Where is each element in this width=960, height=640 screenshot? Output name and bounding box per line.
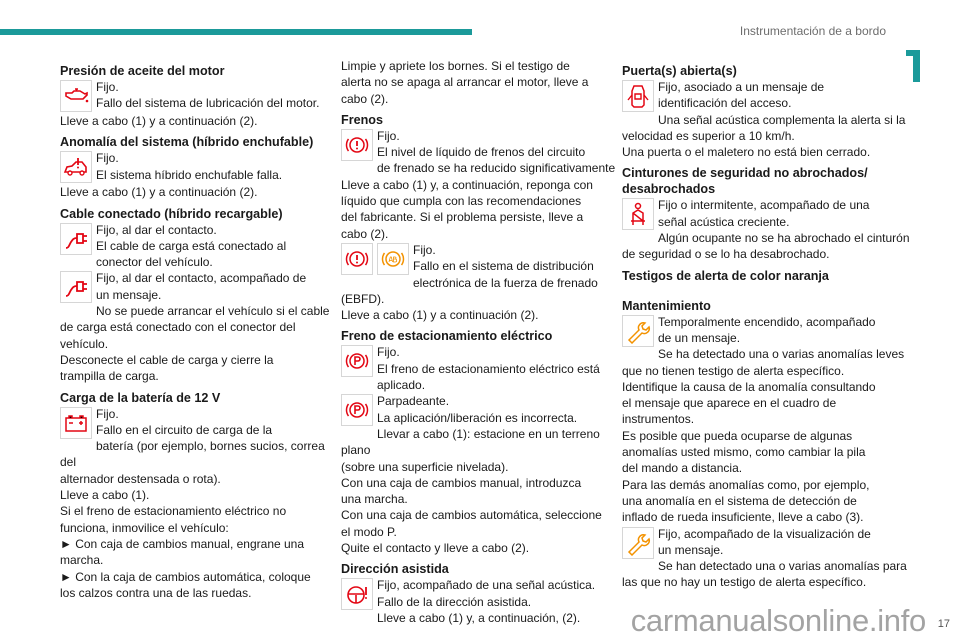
battery-icon (60, 407, 92, 439)
entry-text: Fijo, al dar el contacto. El cable de carga está conectado al conector del vehículo. (96, 222, 287, 270)
entry-text: Fijo, acompañado de la visualización de un mensaje. Se han detectado una o varias anomalías para las que no hay un testigo de alerta específico. (622, 526, 907, 590)
parking-brake-icon (341, 394, 373, 426)
warning-light-entry (60, 222, 336, 271)
warning-light-entry (341, 393, 619, 556)
paragraph (341, 58, 619, 107)
warning-light-entry (60, 79, 336, 113)
warning-light-entry (60, 270, 336, 384)
entry-text: Fijo, al dar el contacto, acompañado de un mensaje. No se puede arrancar el vehículo si el cable de carga está conectado con el conector del vehículo. Desconecte el cable de carga y cierre la trampilla de carga. (60, 271, 330, 384)
section-heading: Mantenimiento (622, 298, 711, 313)
seatbelt-icon (622, 198, 654, 230)
paragraph (60, 113, 336, 129)
wrench-icon (622, 315, 654, 347)
wrench-icon (622, 527, 654, 559)
power-steering-icon (341, 578, 373, 610)
column-1 (60, 58, 336, 601)
warning-light-entry (341, 577, 619, 626)
watermark: carmanualsonline.info (630, 603, 926, 638)
hybrid-fault-car-icon (60, 151, 92, 183)
column-2 (341, 58, 619, 626)
entry-text: Fijo, asociado a un mensaje de identificación del acceso. Una señal acústica complementa la alerta si la velocidad es superior a 10 km/h. Una puerta o el maletero no está bien cerrado. (622, 80, 906, 160)
charging-cable-icon (60, 223, 92, 255)
entry-text: Temporalmente encendido, acompañado de un mensaje. Se ha detectado una o varias anomalías leves que no tienen testigo de alerta específico. Identifique la causa de la anomalía consultando el mensaje que aparece en el cuadro de instrumentos. Es posible que pueda ocuparse de algunas anomalías usted mismo, como cambiar la pila del mando a distancia. Para las demás anomalías como, por ejemplo, una anomalía en el sistema de detección de inflado de rueda insuficiente, lleve a cabo (3). (622, 314, 905, 525)
entry-text: Fijo. El nivel de líquido de frenos del circuito de frenado se ha reducido significativamente Lleve a cabo (1) y, a continuación, reponga con líquido que cumpla con las recomendaciones del fabricante. Si el problema persiste, lleve a cabo (2). (341, 128, 616, 241)
entry-text: Limpie y apriete los bornes. Si el testigo de alerta no se apaga al arrancar el motor, lleve a cabo (2). (341, 59, 589, 106)
section-heading: Dirección asistida (341, 562, 449, 577)
warning-light-entry (341, 344, 619, 393)
abs-icon (377, 243, 409, 275)
section-heading: Carga de la batería de 12 V (60, 390, 221, 405)
section-heading: Cinturones de seguridad no abrochados/ desabrochados (622, 166, 868, 197)
section-heading: Cable conectado (híbrido recargable) (60, 206, 283, 221)
warning-light-entry (60, 150, 336, 184)
entry-text: Fijo, acompañado de una señal acústica. Fallo de la dirección asistida. Lleve a cabo (1) y, a continuación, (2). (377, 578, 596, 625)
entry-text: Fijo. Fallo en el sistema de distribución electrónica de la fuerza de frenado (EBFD). Lleve a cabo (1) y a continuación (2). (341, 242, 598, 323)
section-heading: Presión de aceite del motor (60, 64, 225, 78)
warning-light-entry (622, 197, 912, 262)
column-3 (622, 58, 912, 591)
parking-brake-icon (341, 345, 373, 377)
entry-text: Fijo o intermitente, acompañado de una señal acústica creciente. Algún ocupante no se ha abrochado el cinturón de seguridad o se lo ha desabrochado. (622, 198, 910, 262)
paragraph (60, 184, 336, 200)
door-open-icon (622, 80, 654, 112)
section-heading: Puerta(s) abierta(s) (622, 64, 737, 78)
entry-text: Fijo. Fallo en el circuito de carga de la batería (por ejemplo, bornes sucios, correa del alternador destensada o rota). Lleve a cabo (1). Si el freno de estacionamiento eléctrico no funciona, inmovilice el vehículo: ► Con caja de cambios manual, engrane una marcha. ► Con la caja de cambios automática, coloque los calzos contra una de las ruedas. (60, 406, 325, 600)
header-accent-bar (0, 29, 472, 35)
spacer (622, 284, 912, 293)
warning-light-entry (341, 128, 619, 242)
entry-text: Lleve a cabo (1) y a continuación (2). (60, 114, 258, 128)
section-heading: Testigos de alerta de color naranja (622, 268, 829, 283)
section-heading: Freno de estacionamiento eléctrico (341, 329, 553, 344)
oil-pressure-icon (60, 80, 92, 112)
warning-light-entry (60, 406, 336, 602)
section-heading: Frenos (341, 112, 383, 127)
warning-light-entry (341, 242, 619, 323)
warning-light-entry (622, 314, 912, 526)
entry-text: Lleve a cabo (1) y a continuación (2). (60, 185, 258, 200)
entry-text: Fijo. El sistema híbrido enchufable falla. (96, 151, 283, 182)
brake-warning-icon (341, 129, 373, 161)
warning-light-entry (622, 526, 912, 591)
entry-text: Parpadeante. La aplicación/liberación es incorrecta. Llevar a cabo (1): estacione en un terreno plano (sobre una superficie nivelada). Con una caja de cambios manual, introduzca una marcha. Con una caja de cambios automática, seleccione el modo P. Quite el contacto y lleve a cabo (2). (341, 394, 602, 556)
entry-text: Fijo. El freno de estacionamiento eléctrico está aplicado. (377, 345, 600, 393)
section-title: Instrumentación de a bordo (739, 24, 886, 38)
brake-warning-icon (341, 243, 373, 275)
charging-cable-icon (60, 271, 92, 303)
page-number: 17 (937, 618, 950, 630)
section-heading: Anomalía del sistema (híbrido enchufable) (60, 135, 314, 150)
entry-text: Fijo. Fallo del sistema de lubricación del motor. (96, 80, 320, 111)
warning-light-entry (622, 79, 912, 160)
